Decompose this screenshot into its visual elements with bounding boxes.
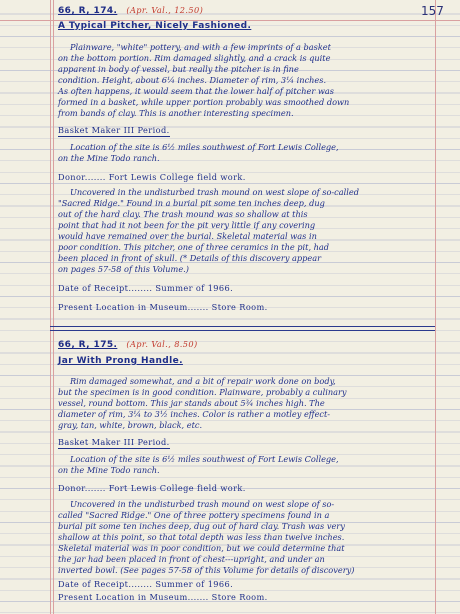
entry1-desc-line: Plainware, "white" pottery, and with a few imprints of a basket <box>70 42 331 52</box>
entry2-date-of-receipt: Date of Receipt........ Summer of 1966. <box>58 579 234 589</box>
entry2-discovery-line: Skeletal material was in poor condition, but we could determine that <box>58 543 345 553</box>
entry1-date-of-receipt: Date of Receipt........ Summer of 1966. <box>58 283 234 293</box>
entry2-desc-line: but the specimen is in good condition. Plainware, probably a culinary <box>58 387 347 397</box>
entry1-discovery-line: poor condition. This pitcher, one of three ceramics in the pit, had <box>58 242 330 252</box>
left-margin-rule <box>50 0 51 614</box>
entry2-appraised-value: (Apr. Val., 8.50) <box>126 339 198 349</box>
entry1-discovery-line: been placed in front of skull. (* Details of this discovery appear <box>58 253 322 263</box>
entry1-location-line: on the Mine Todo ranch. <box>58 153 160 163</box>
entry1-discovery-line: "Sacred Ridge." Found in a burial pit some ten inches deep, dug <box>58 198 325 208</box>
entry1-desc-line: on the bottom portion. Rim damaged slightly, and a crack is quite <box>58 53 331 63</box>
entry1-header <box>58 5 430 17</box>
entry1-desc-line: apparent in body of vessel, but really the pitcher is in fine <box>58 64 299 74</box>
entry2-location-line: on the Mine Todo ranch. <box>58 465 160 475</box>
entry2-discovery-line: inverted bowl. (See pages 57-58 of this Volume for details of discovery) <box>58 565 355 575</box>
entry1-appraised-value: (Apr. Val., 12.50) <box>126 5 204 15</box>
entry2-catalog-number: 66, R, 175. <box>58 340 118 350</box>
entry2-header <box>58 339 430 351</box>
right-margin-rule <box>435 0 436 614</box>
entry2-desc-line: diameter of rim, 3¼ to 3½ inches. Color is rather a motley effect- <box>58 409 331 419</box>
entry1-location-line: Location of the site is 6½ miles southwest of Fort Lewis College, <box>70 142 339 152</box>
entry2-donor: Donor....... Fort Lewis College field work. <box>58 483 246 493</box>
entry2-title: Jar With Prong Handle. <box>58 356 183 366</box>
entry2-basket-maker: Basket Maker III Period. <box>58 437 430 449</box>
left-margin-rule-inner <box>53 0 54 614</box>
entry2-desc-line: gray, tan, white, brown, black, etc. <box>58 420 203 430</box>
entry1-discovery-line: would have remained over the burial. Skeletal material was in <box>58 231 317 241</box>
entry2-location-line: Location of the site is 6½ miles southwest of Fort Lewis College, <box>70 454 339 464</box>
entry2-discovery-line: Uncovered in the undisturbed trash mound on west slope of so- <box>70 499 335 509</box>
entry2-discovery-line: shallow at this point, so that total depth was less than twelve inches. <box>58 532 345 542</box>
entry1-desc-line: condition. Height, about 6¼ inches. Diameter of rim, 3¼ inches. <box>58 75 327 85</box>
entry-divider <box>50 330 435 331</box>
entry2-discovery-line: called "Sacred Ridge." One of three pottery specimens found in a <box>58 510 330 520</box>
entry2-discovery-line: the jar had been placed in front of chest---upright, and under an <box>58 554 325 564</box>
entry1-present-location: Present Location in Museum....... Store Room. <box>58 302 268 312</box>
entry2-desc-line: Rim damaged somewhat, and a bit of repair work done on body, <box>70 376 336 386</box>
entry1-discovery-line: out of the hard clay. The trash mound was so shallow at this <box>58 209 308 219</box>
entry-divider <box>50 326 435 327</box>
entry1-desc-line: from bands of clay. This is another interesting specimen. <box>58 108 294 118</box>
entry1-catalog-number: 66, R, 174. <box>58 6 118 16</box>
entry1-discovery-line: point that had it not been for the pit very little if any covering <box>58 220 316 230</box>
entry2-desc-line: vessel, round bottom. This jar stands about 5¾ inches high. The <box>58 398 325 408</box>
entry1-donor: Donor....... Fort Lewis College field work. <box>58 172 246 182</box>
entry1-discovery-line: Uncovered in the undisturbed trash mound on west slope of so-called <box>70 187 359 197</box>
entry2-discovery-line: burial pit some ten inches deep, dug out of hard clay. Trash was very <box>58 521 345 531</box>
entry2-present-location: Present Location in Museum....... Store Room. <box>58 592 268 602</box>
entry1-desc-line: formed in a basket, while upper portion probably was smoothed down <box>58 97 350 107</box>
entry1-basket-maker: Basket Maker III Period. <box>58 125 430 137</box>
entry1-desc-line: As often happens, it would seem that the lower half of pitcher was <box>58 86 334 96</box>
page-number: 157 <box>421 4 444 18</box>
entry1-discovery-line: on pages 57-58 of this Volume.) <box>58 264 189 274</box>
entry1-title: A Typical Pitcher, Nicely Fashioned. <box>58 21 252 31</box>
